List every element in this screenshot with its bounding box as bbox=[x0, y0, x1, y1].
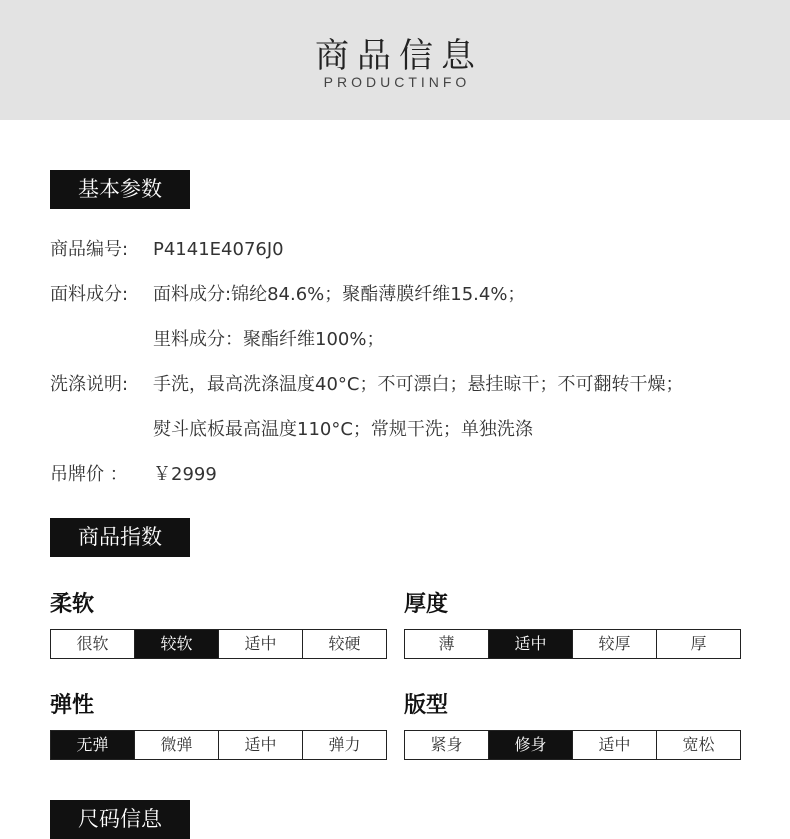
scale-option: 较软 bbox=[134, 630, 218, 658]
param-row-price bbox=[50, 463, 217, 487]
scale-option: 厚 bbox=[656, 630, 740, 658]
section-tag-size: 尺码信息 bbox=[50, 800, 190, 839]
index-scale-elastic bbox=[50, 730, 387, 760]
page-header bbox=[0, 0, 790, 120]
param-label: 洗涤说明: bbox=[50, 374, 129, 395]
index-title-thickness: 厚度 bbox=[404, 592, 449, 617]
section-tag-index: 商品指数 bbox=[50, 518, 190, 557]
scale-option: 无弹 bbox=[51, 731, 134, 759]
param-label: 商品编号: bbox=[50, 239, 129, 260]
param-row-material bbox=[50, 283, 525, 307]
page-title: 商品信息 bbox=[315, 36, 483, 76]
section-tag-basic: 基本参数 bbox=[50, 170, 190, 209]
index-title-soft: 柔软 bbox=[50, 592, 95, 617]
param-row-lining bbox=[50, 328, 384, 352]
scale-option: 弹力 bbox=[302, 731, 386, 759]
index-scale-thickness bbox=[404, 629, 741, 659]
scale-option: 微弹 bbox=[134, 731, 218, 759]
index-title-fit: 版型 bbox=[404, 693, 449, 718]
param-value: 面料成分:锦纶84.6%；聚酯薄膜纤维15.4%； bbox=[153, 284, 526, 305]
scale-option: 较硬 bbox=[302, 630, 386, 658]
index-scale-fit bbox=[404, 730, 741, 760]
param-row-wash-cont bbox=[50, 418, 533, 442]
scale-option: 较厚 bbox=[572, 630, 656, 658]
page-subtitle: PRODUCTINFO bbox=[323, 74, 471, 90]
index-scale-soft bbox=[50, 629, 387, 659]
param-row-code bbox=[50, 238, 284, 262]
param-label: 面料成分: bbox=[50, 284, 129, 305]
param-row-wash bbox=[50, 373, 683, 397]
scale-option: 修身 bbox=[488, 731, 572, 759]
param-label: 吊牌价 ： bbox=[50, 464, 128, 485]
scale-option: 很软 bbox=[76, 634, 109, 653]
param-value: 熨斗底板最高温度110°C；常规干洗；单独洗涤 bbox=[153, 419, 533, 440]
scale-option: 薄 bbox=[438, 634, 455, 653]
scale-option: 适中 bbox=[218, 630, 302, 658]
param-value: P4141E4076J0 bbox=[153, 239, 284, 260]
scale-option: 适中 bbox=[218, 731, 302, 759]
param-value: 里料成分：聚酯纤维100%； bbox=[153, 329, 385, 350]
param-value: ￥2999 bbox=[153, 464, 217, 485]
scale-option: 适中 bbox=[488, 630, 572, 658]
scale-option: 紧身 bbox=[430, 735, 463, 754]
scale-option: 适中 bbox=[572, 731, 656, 759]
param-value: 手洗，最高洗涤温度40°C；不可漂白；悬挂晾干；不可翻转干燥； bbox=[153, 374, 684, 395]
index-title-elastic: 弹性 bbox=[50, 693, 95, 718]
scale-option: 宽松 bbox=[656, 731, 740, 759]
